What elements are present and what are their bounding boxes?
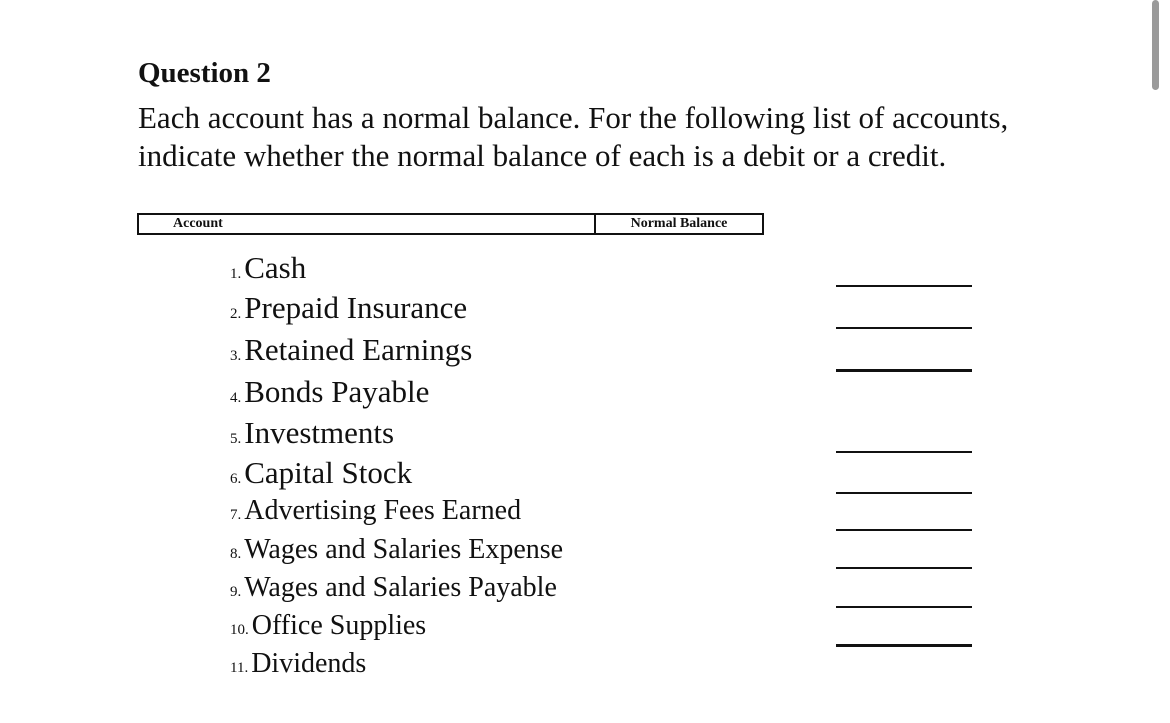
item-number: 4. (230, 390, 242, 406)
list-item (230, 417, 394, 448)
answer-blank[interactable] (836, 369, 972, 372)
item-number: 10. (230, 622, 249, 638)
account-name: Bonds Payable (244, 374, 430, 409)
item-number: 3. (230, 348, 242, 364)
question-instructions: Each account has a normal balance. For the following list of accounts, indicate whether the normal balance of each is a debit or a credit. (138, 100, 1009, 173)
answer-blank[interactable] (836, 451, 972, 453)
answer-blank[interactable] (836, 285, 972, 287)
account-name: Wages and Salaries Expense (244, 534, 564, 565)
item-number: 11. (230, 660, 249, 676)
header-normal-balance: Normal Balance (630, 216, 728, 231)
question-title: Question 2 (138, 57, 271, 89)
answer-blank[interactable] (836, 327, 972, 329)
answer-blank[interactable] (836, 567, 972, 569)
account-name: Advertising Fees Earned (244, 495, 522, 526)
scrollbar-thumb[interactable] (1152, 0, 1159, 90)
item-number: 2. (230, 306, 242, 322)
answer-blank[interactable] (836, 606, 972, 608)
table-header (137, 213, 764, 235)
account-name: Cash (244, 250, 307, 285)
account-name: Investments (244, 415, 395, 450)
account-name: Prepaid Insurance (244, 290, 468, 325)
list-item (230, 650, 366, 678)
list-item (230, 536, 563, 564)
list-item (230, 612, 426, 640)
answer-blank[interactable] (836, 529, 972, 531)
list-item (230, 376, 429, 407)
list-item (230, 497, 521, 525)
account-name: Dividends (251, 648, 367, 679)
header-account: Account (139, 215, 596, 233)
list-item (230, 334, 472, 365)
answer-blank[interactable] (836, 644, 972, 647)
list-item (230, 292, 467, 323)
account-name: Wages and Salaries Payable (244, 572, 557, 603)
list-item (230, 574, 557, 602)
list-item (230, 252, 306, 283)
item-number: 9. (230, 584, 242, 600)
account-name: Retained Earnings (244, 332, 473, 367)
account-name: Office Supplies (251, 610, 427, 641)
account-name: Capital Stock (244, 455, 413, 490)
item-number: 7. (230, 507, 242, 523)
item-number: 8. (230, 546, 242, 562)
item-number: 5. (230, 431, 242, 447)
answer-blank[interactable] (836, 492, 972, 494)
item-number: 6. (230, 471, 242, 487)
list-item (230, 457, 412, 488)
item-number: 1. (230, 266, 242, 282)
